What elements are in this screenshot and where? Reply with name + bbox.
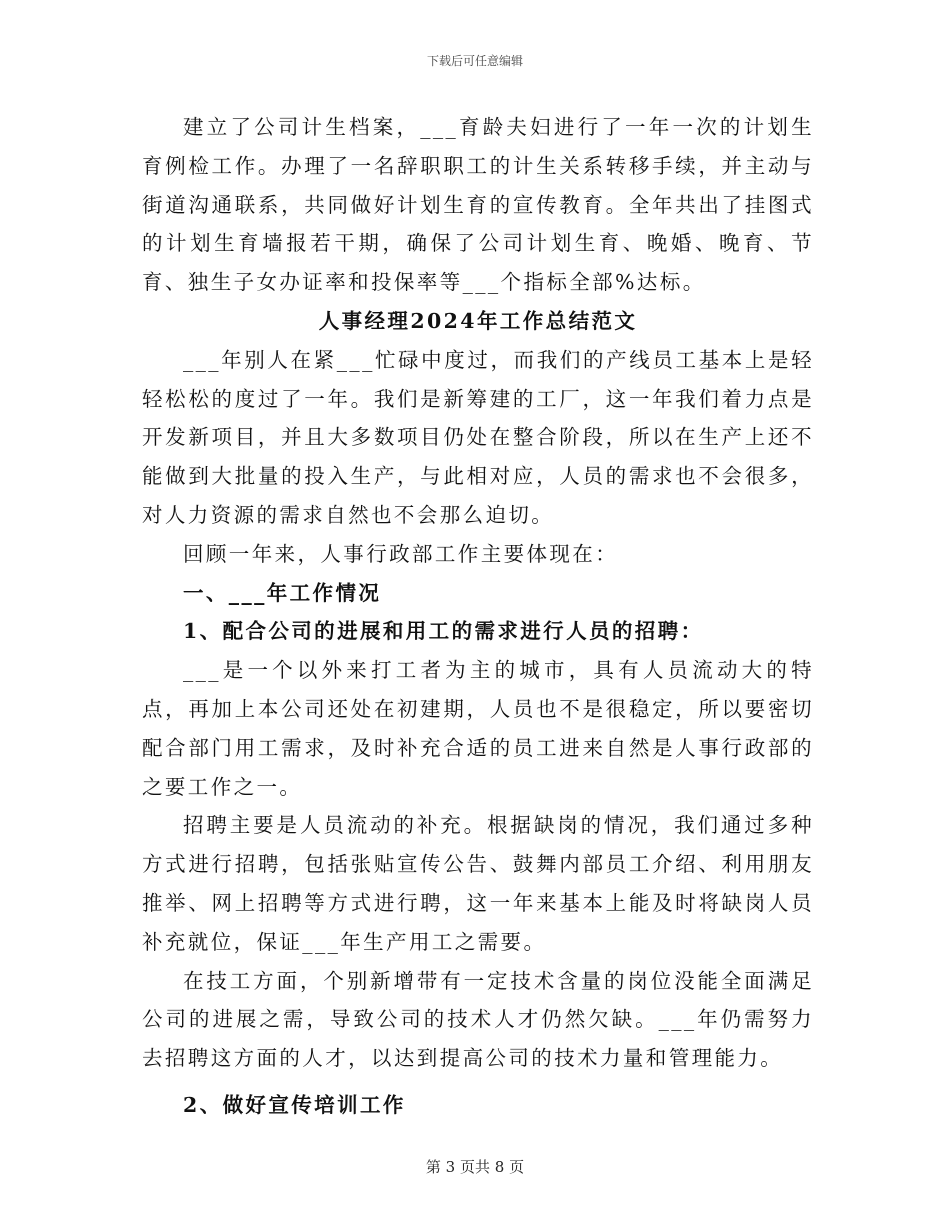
paragraph-city: ___是一个以外来打工者为主的城市，具有人员流动大的特点，再加上本公司还处在初建期，人员也不是很稳定，所以要密切配合部门用工需求，及时补充合适的员工进来自然是人事行政部的之要工作之一。 [142,658,814,799]
document-title: 人事经理2024年工作总结范文 [318,308,638,333]
paragraph-family-planning: 建立了公司计生档案，___育龄夫妇进行了一年一次的计划生育例检工作。办理了一名辞职职工的计生关系转移手续，并主动与街道沟通联系，共同做好计划生育的宣传教育。全年共出了挂图式的计划生育墙报若干期，确保了公司计划生育、晚婚、晚育、节育、独生子女办证率和投保率等___个指标全部%达标。 [142,115,814,295]
paragraph-intro: ___年别人在紧___忙碌中度过，而我们的产线员工基本上是轻轻松松的度过了一年。我们是新筹建的工厂，这一年我们着力点是开发新项目，并且大多数项目仍处在整合阶段，所以在生产上还不能做到大批量的投入生产，与此相对应，人员的需求也不会很多，对人力资源的需求自然也不会那么迫切。 [142,347,814,527]
subsection-heading-1: 1、配合公司的进展和用工的需求进行人员的招聘： [183,619,704,644]
paragraph-technical: 在技工方面，个别新增带有一定技术含量的岗位没能全面满足公司的进展之需，导致公司的技术人才仍然欠缺。___年仍需努力去招聘这方面的人才，以达到提高公司的技术力量和管理能力。 [142,968,814,1071]
paragraph-review: 回顾一年来，人事行政部工作主要体现在： [183,541,619,566]
paragraph-recruitment: 招聘主要是人员流动的补充。根据缺岗的情况，我们通过多种方式进行招聘，包括张贴宣传公告、鼓舞内部员工介绍、利用朋友推举、网上招聘等方式进行聘，这一年来基本上能及时将缺岗人员补充就位，保证___年生产用工之需要。 [142,813,814,954]
page-footer: 第 3 页共 8 页 [425,1158,525,1176]
document-body [142,108,814,1125]
subsection-heading-2: 2、做好宣传培训工作 [183,1092,406,1117]
page-header: 下载后可任意编辑 [426,54,523,68]
section-heading-1: 一、___年工作情况 [183,580,382,605]
